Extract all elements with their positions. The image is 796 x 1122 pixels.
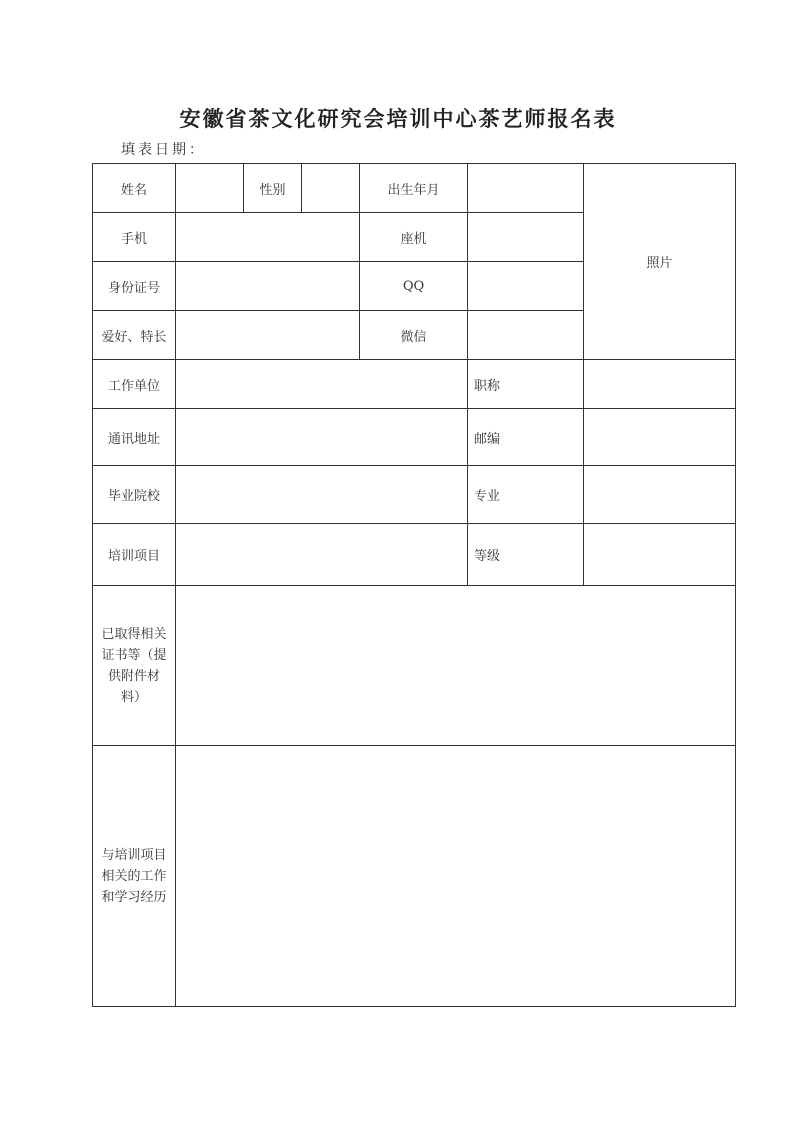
training-project-input[interactable] bbox=[176, 524, 468, 586]
postcode-label: 邮编 bbox=[468, 409, 584, 466]
school-label: 毕业院校 bbox=[93, 466, 176, 524]
certificates-label-line: 已取得相关 bbox=[101, 626, 167, 642]
hobbies-label: 爱好、特长 bbox=[93, 311, 176, 360]
work-unit-input[interactable] bbox=[176, 360, 468, 409]
address-label: 通讯地址 bbox=[93, 409, 176, 466]
certificates-label bbox=[93, 586, 176, 746]
job-title-label: 职称 bbox=[468, 360, 584, 409]
certificates-label-line: 料） bbox=[120, 689, 147, 705]
landline-input[interactable] bbox=[468, 213, 584, 262]
level-input[interactable] bbox=[584, 524, 736, 586]
id-number-label: 身份证号 bbox=[93, 262, 176, 311]
hobbies-input[interactable] bbox=[176, 311, 360, 360]
experience-label-line: 与培训项目 bbox=[101, 847, 167, 863]
experience-label-line: 相关的工作 bbox=[101, 868, 167, 884]
major-input[interactable] bbox=[584, 466, 736, 524]
name-label: 姓名 bbox=[93, 164, 176, 213]
birth-label: 出生年月 bbox=[360, 164, 468, 213]
certificates-label-line: 供附件材 bbox=[107, 668, 160, 684]
landline-label: 座机 bbox=[360, 213, 468, 262]
training-project-label: 培训项目 bbox=[93, 524, 176, 586]
level-label: 等级 bbox=[468, 524, 584, 586]
qq-label: QQ bbox=[360, 262, 468, 311]
school-input[interactable] bbox=[176, 466, 468, 524]
wechat-input[interactable] bbox=[468, 311, 584, 360]
certificates-label-line: 证书等（提 bbox=[101, 647, 167, 663]
qq-input[interactable] bbox=[468, 262, 584, 311]
major-label: 专业 bbox=[468, 466, 584, 524]
wechat-label: 微信 bbox=[360, 311, 468, 360]
job-title-input[interactable] bbox=[584, 360, 736, 409]
fill-date-label: 填表日期： bbox=[121, 142, 206, 158]
work-unit-label: 工作单位 bbox=[93, 360, 176, 409]
gender-input[interactable] bbox=[302, 164, 360, 213]
mobile-input[interactable] bbox=[176, 213, 360, 262]
certificates-input[interactable] bbox=[176, 586, 736, 746]
registration-form-table bbox=[92, 163, 736, 1007]
address-input[interactable] bbox=[176, 409, 468, 466]
gender-label: 性别 bbox=[244, 164, 302, 213]
postcode-input[interactable] bbox=[584, 409, 736, 466]
page-title: 安徽省茶文化研究会培训中心茶艺师报名表 bbox=[179, 107, 617, 131]
birth-input[interactable] bbox=[468, 164, 584, 213]
mobile-label: 手机 bbox=[93, 213, 176, 262]
name-input[interactable] bbox=[176, 164, 244, 213]
experience-input[interactable] bbox=[176, 746, 736, 1007]
id-number-input[interactable] bbox=[176, 262, 360, 311]
experience-label bbox=[93, 746, 176, 1007]
experience-label-line: 和学习经历 bbox=[101, 889, 167, 905]
photo-cell[interactable]: 照片 bbox=[584, 164, 736, 360]
